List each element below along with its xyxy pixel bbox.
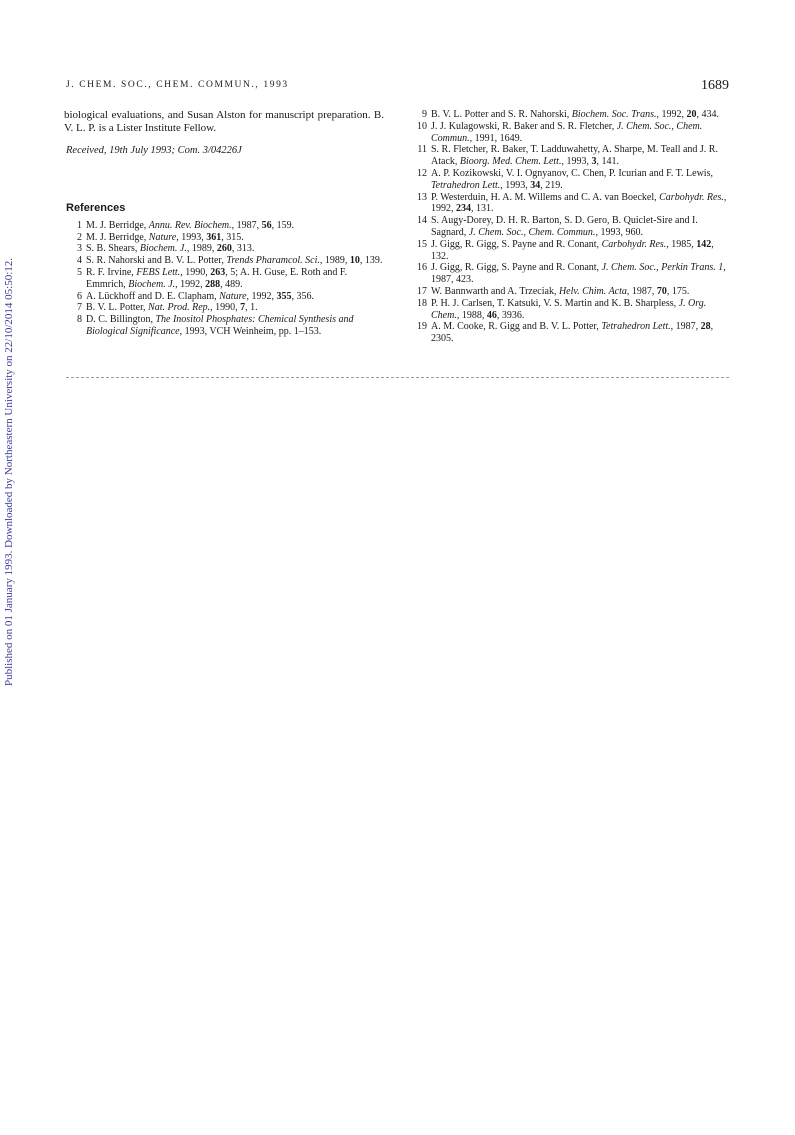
reference-fragment: , 1993, 960.: [595, 226, 643, 238]
reference-fragment: , 1992,: [431, 191, 727, 215]
reference-text: [86, 255, 384, 267]
reference-fragment: , 489.: [220, 278, 243, 290]
reference-fragment: , 1.: [245, 302, 258, 314]
reference-fragment: , 1993, VCH Weinheim, pp. 1–153.: [179, 325, 322, 337]
reference-fragment: , 141.: [596, 156, 619, 168]
reference-item: [64, 232, 384, 244]
reference-text: [86, 243, 384, 255]
reference-text: [431, 262, 729, 286]
download-sidebar: [0, 0, 20, 700]
journal-title: The Inositol Phosphates: Chemical Synthesis and Biological Significance: [86, 314, 354, 337]
reference-fragment: R. F. Irvine,: [86, 266, 137, 278]
volume-number: 263: [210, 266, 226, 278]
journal-title: Helv. Chim. Acta: [558, 285, 627, 297]
reference-item: [409, 239, 729, 263]
reference-text: [431, 239, 729, 263]
reference-number: 9: [422, 109, 427, 120]
reference-item: [409, 121, 729, 145]
reference-fragment: , 1987,: [670, 321, 701, 333]
journal-title: Carbohydr. Res.: [601, 238, 667, 250]
reference-number: 3: [77, 243, 82, 255]
reference-text: [431, 298, 729, 322]
reference-fragment: , 1992,: [656, 109, 687, 120]
reference-fragment: , 219.: [540, 179, 563, 191]
download-note: Published on 01 January 1993. Downloaded by Northeastern University on 22/10/2014 05:50:12.: [3, 257, 15, 686]
reference-item: [409, 262, 729, 286]
reference-fragment: , 1989,: [186, 243, 217, 255]
reference-fragment: , 1989,: [319, 255, 350, 267]
reference-text: [86, 267, 384, 291]
reference-fragment: , 1987, 423.: [431, 262, 726, 286]
page-number: 1689: [701, 78, 729, 93]
reference-item: [64, 220, 384, 232]
reference-fragment: , 131.: [471, 203, 494, 215]
reference-fragment: , 175.: [666, 285, 690, 297]
reference-fragment: , 1987,: [626, 285, 657, 297]
reference-text: [431, 215, 729, 239]
journal-title: Tetrahedron Lett.: [601, 321, 671, 333]
reference-fragment: , 1988,: [456, 309, 487, 321]
reference-fragment: , 1992,: [246, 290, 277, 302]
reference-list-right: [409, 109, 729, 345]
reference-number: 8: [77, 314, 82, 326]
journal-title: Tetrahedron Lett.: [431, 179, 501, 191]
journal-title: J. Org. Chem.: [431, 297, 707, 321]
reference-fragment: , 1990,: [210, 302, 241, 314]
reference-number: 14: [417, 215, 427, 227]
reference-fragment: B. V. L. Potter and S. R. Nahorski,: [431, 109, 572, 120]
reference-number: 4: [77, 255, 82, 267]
reference-fragment: , 3936.: [496, 309, 525, 321]
reference-fragment: , 139.: [359, 255, 383, 267]
reference-text: [431, 192, 729, 216]
reference-fragment: , 1991, 1649.: [469, 132, 523, 144]
reference-number: 18: [417, 297, 427, 309]
reference-fragment: M. J. Berridge,: [86, 219, 149, 231]
journal-title: Biochem. Soc. Trans.: [571, 109, 657, 120]
reference-number: 1: [77, 219, 82, 231]
reference-fragment: A. Lückhoff and D. E. Clapham,: [86, 290, 220, 302]
reference-fragment: , 1993,: [176, 231, 207, 243]
reference-fragment: M. J. Berridge,: [86, 231, 149, 243]
section-divider: [66, 377, 729, 378]
reference-fragment: , 132.: [431, 238, 714, 262]
reference-text: [431, 109, 729, 121]
reference-item: [409, 298, 729, 322]
journal-title: Trends Pharamcol. Sci.: [226, 255, 320, 267]
reference-fragment: , 313.: [231, 243, 255, 255]
volume-number: 260: [216, 243, 232, 255]
volume-number: 355: [276, 290, 292, 302]
reference-number: 16: [417, 262, 427, 274]
journal-title: Biochem. J.: [139, 243, 187, 255]
reference-fragment: , 1985,: [666, 238, 697, 250]
volume-number: 288: [205, 278, 221, 290]
journal-title: J. Chem. Soc., Chem. Commun.: [468, 226, 596, 238]
reference-text: [431, 168, 729, 192]
reference-fragment: , 2305.: [431, 321, 714, 345]
reference-text: [86, 314, 384, 338]
received-line: Received, 19th July 1993; Com. 3/04226J: [66, 145, 242, 157]
reference-fragment: J. J. Kulagowski, R. Baker and S. R. Fletcher,: [431, 120, 617, 132]
reference-fragment: J. Gigg, R. Gigg, S. Payne and R. Conant,: [431, 262, 602, 274]
journal-title: Biochem. J.: [128, 278, 176, 290]
reference-number: 13: [417, 191, 427, 203]
journal-title: FEBS Lett.: [136, 266, 181, 278]
reference-fragment: S. Augy-Dorey, D. H. R. Barton, S. D. Gero, B. Quiclet-Sire and I. Sagnard,: [431, 215, 698, 238]
reference-item: [409, 321, 729, 345]
reference-number: 7: [77, 302, 82, 314]
reference-text: [431, 286, 729, 298]
reference-fragment: , 356.: [291, 290, 315, 302]
reference-number: 12: [417, 167, 427, 179]
journal-title: Nature: [219, 290, 247, 302]
volume-number: 142: [696, 238, 712, 250]
reference-number: 17: [417, 285, 427, 297]
volume-number: 46: [486, 309, 497, 321]
reference-fragment: P. Westerduin, H. A. M. Willems and C. A. van Boeckel,: [431, 191, 660, 203]
reference-item: [409, 286, 729, 298]
journal-title: Annu. Rev. Biochem.: [148, 219, 232, 231]
reference-fragment: , 1990,: [180, 266, 211, 278]
reference-item: [64, 267, 384, 291]
volume-number: 56: [261, 219, 272, 231]
reference-fragment: A. P. Kozikowski, V. I. Ognyanov, C. Chen, P. Icurian and F. T. Lewis,: [431, 167, 713, 179]
reference-fragment: A. M. Cooke, R. Gigg and B. V. L. Potter,: [431, 321, 602, 333]
right-column: [409, 109, 729, 345]
left-column: [64, 109, 384, 338]
volume-number: 7: [240, 302, 246, 314]
reference-fragment: , 434.: [696, 109, 719, 120]
journal-title: J. Chem. Soc., Perkin Trans. 1: [601, 262, 724, 274]
volume-number: 70: [656, 285, 667, 297]
volume-number: 28: [700, 321, 711, 333]
acknowledgement-text: biological evaluations, and Susan Alston for manuscript preparation. B. V. L. P. is a Lister Institute Fellow.: [64, 109, 384, 135]
reference-number: 15: [417, 238, 427, 250]
journal-title: Carbohydr. Res.: [659, 191, 724, 203]
reference-item: [64, 243, 384, 255]
journal-title: Nat. Prod. Rep.: [148, 302, 211, 314]
journal-title: J. Chem. Soc., Chem. Commun.: [431, 120, 703, 144]
reference-text: [86, 302, 384, 314]
reference-item: [409, 192, 729, 216]
references-heading: References: [66, 201, 126, 214]
journal-title: Nature: [148, 231, 177, 243]
reference-item: [64, 291, 384, 303]
reference-fragment: J. Gigg, R. Gigg, S. Payne and R. Conant,: [431, 238, 602, 250]
reference-number: 2: [77, 231, 82, 243]
reference-text: [431, 121, 729, 145]
reference-text: [86, 232, 384, 244]
volume-number: 10: [349, 255, 360, 267]
reference-text: [86, 220, 384, 232]
reference-number: 10: [417, 120, 427, 132]
reference-fragment: S. B. Shears,: [86, 243, 140, 255]
reference-text: [86, 291, 384, 303]
reference-number: 11: [417, 144, 427, 156]
reference-item: [64, 314, 384, 338]
volume-number: 34: [530, 179, 541, 191]
journal-title: Bioorg. Med. Chem. Lett.: [459, 156, 562, 168]
reference-item: [64, 255, 384, 267]
reference-number: 19: [417, 321, 427, 333]
reference-number: 5: [77, 266, 82, 278]
reference-list-left: [64, 220, 384, 338]
reference-fragment: B. V. L. Potter,: [86, 302, 149, 314]
reference-fragment: , 159.: [271, 219, 295, 231]
volume-number: 3: [591, 156, 597, 168]
reference-fragment: , 1992,: [175, 278, 206, 290]
reference-fragment: P. H. J. Carlsen, T. Katsuki, V. S. Martin and K. B. Sharpless,: [431, 297, 679, 309]
reference-text: [431, 321, 729, 345]
reference-fragment: , 1993,: [500, 179, 531, 191]
reference-item: [64, 302, 384, 314]
reference-text: [431, 144, 729, 168]
reference-item: [409, 144, 729, 168]
reference-fragment: , 1993,: [561, 156, 592, 168]
volume-number: 234: [456, 203, 471, 215]
reference-fragment: , 315.: [221, 231, 244, 243]
journal-header: J. CHEM. SOC., CHEM. COMMUN., 1993: [66, 80, 289, 90]
reference-item: [409, 168, 729, 192]
reference-fragment: , 5; A. H. Guse, E. Roth and F. Emmrich,: [86, 266, 348, 290]
reference-item: [409, 109, 729, 121]
reference-fragment: S. R. Nahorski and B. V. L. Potter,: [86, 255, 227, 267]
reference-fragment: , 1987,: [231, 219, 262, 231]
reference-number: 6: [77, 290, 82, 302]
volume-number: 361: [206, 231, 222, 243]
reference-fragment: S. R. Fletcher, R. Baker, T. Ladduwahetty, A. Sharpe, M. Teall and J. R. Atack,: [431, 144, 718, 168]
volume-number: 20: [686, 109, 697, 120]
reference-fragment: W. Bannwarth and A. Trzeciak,: [431, 285, 559, 297]
reference-fragment: D. C. Billington,: [86, 314, 156, 326]
reference-item: [409, 215, 729, 239]
